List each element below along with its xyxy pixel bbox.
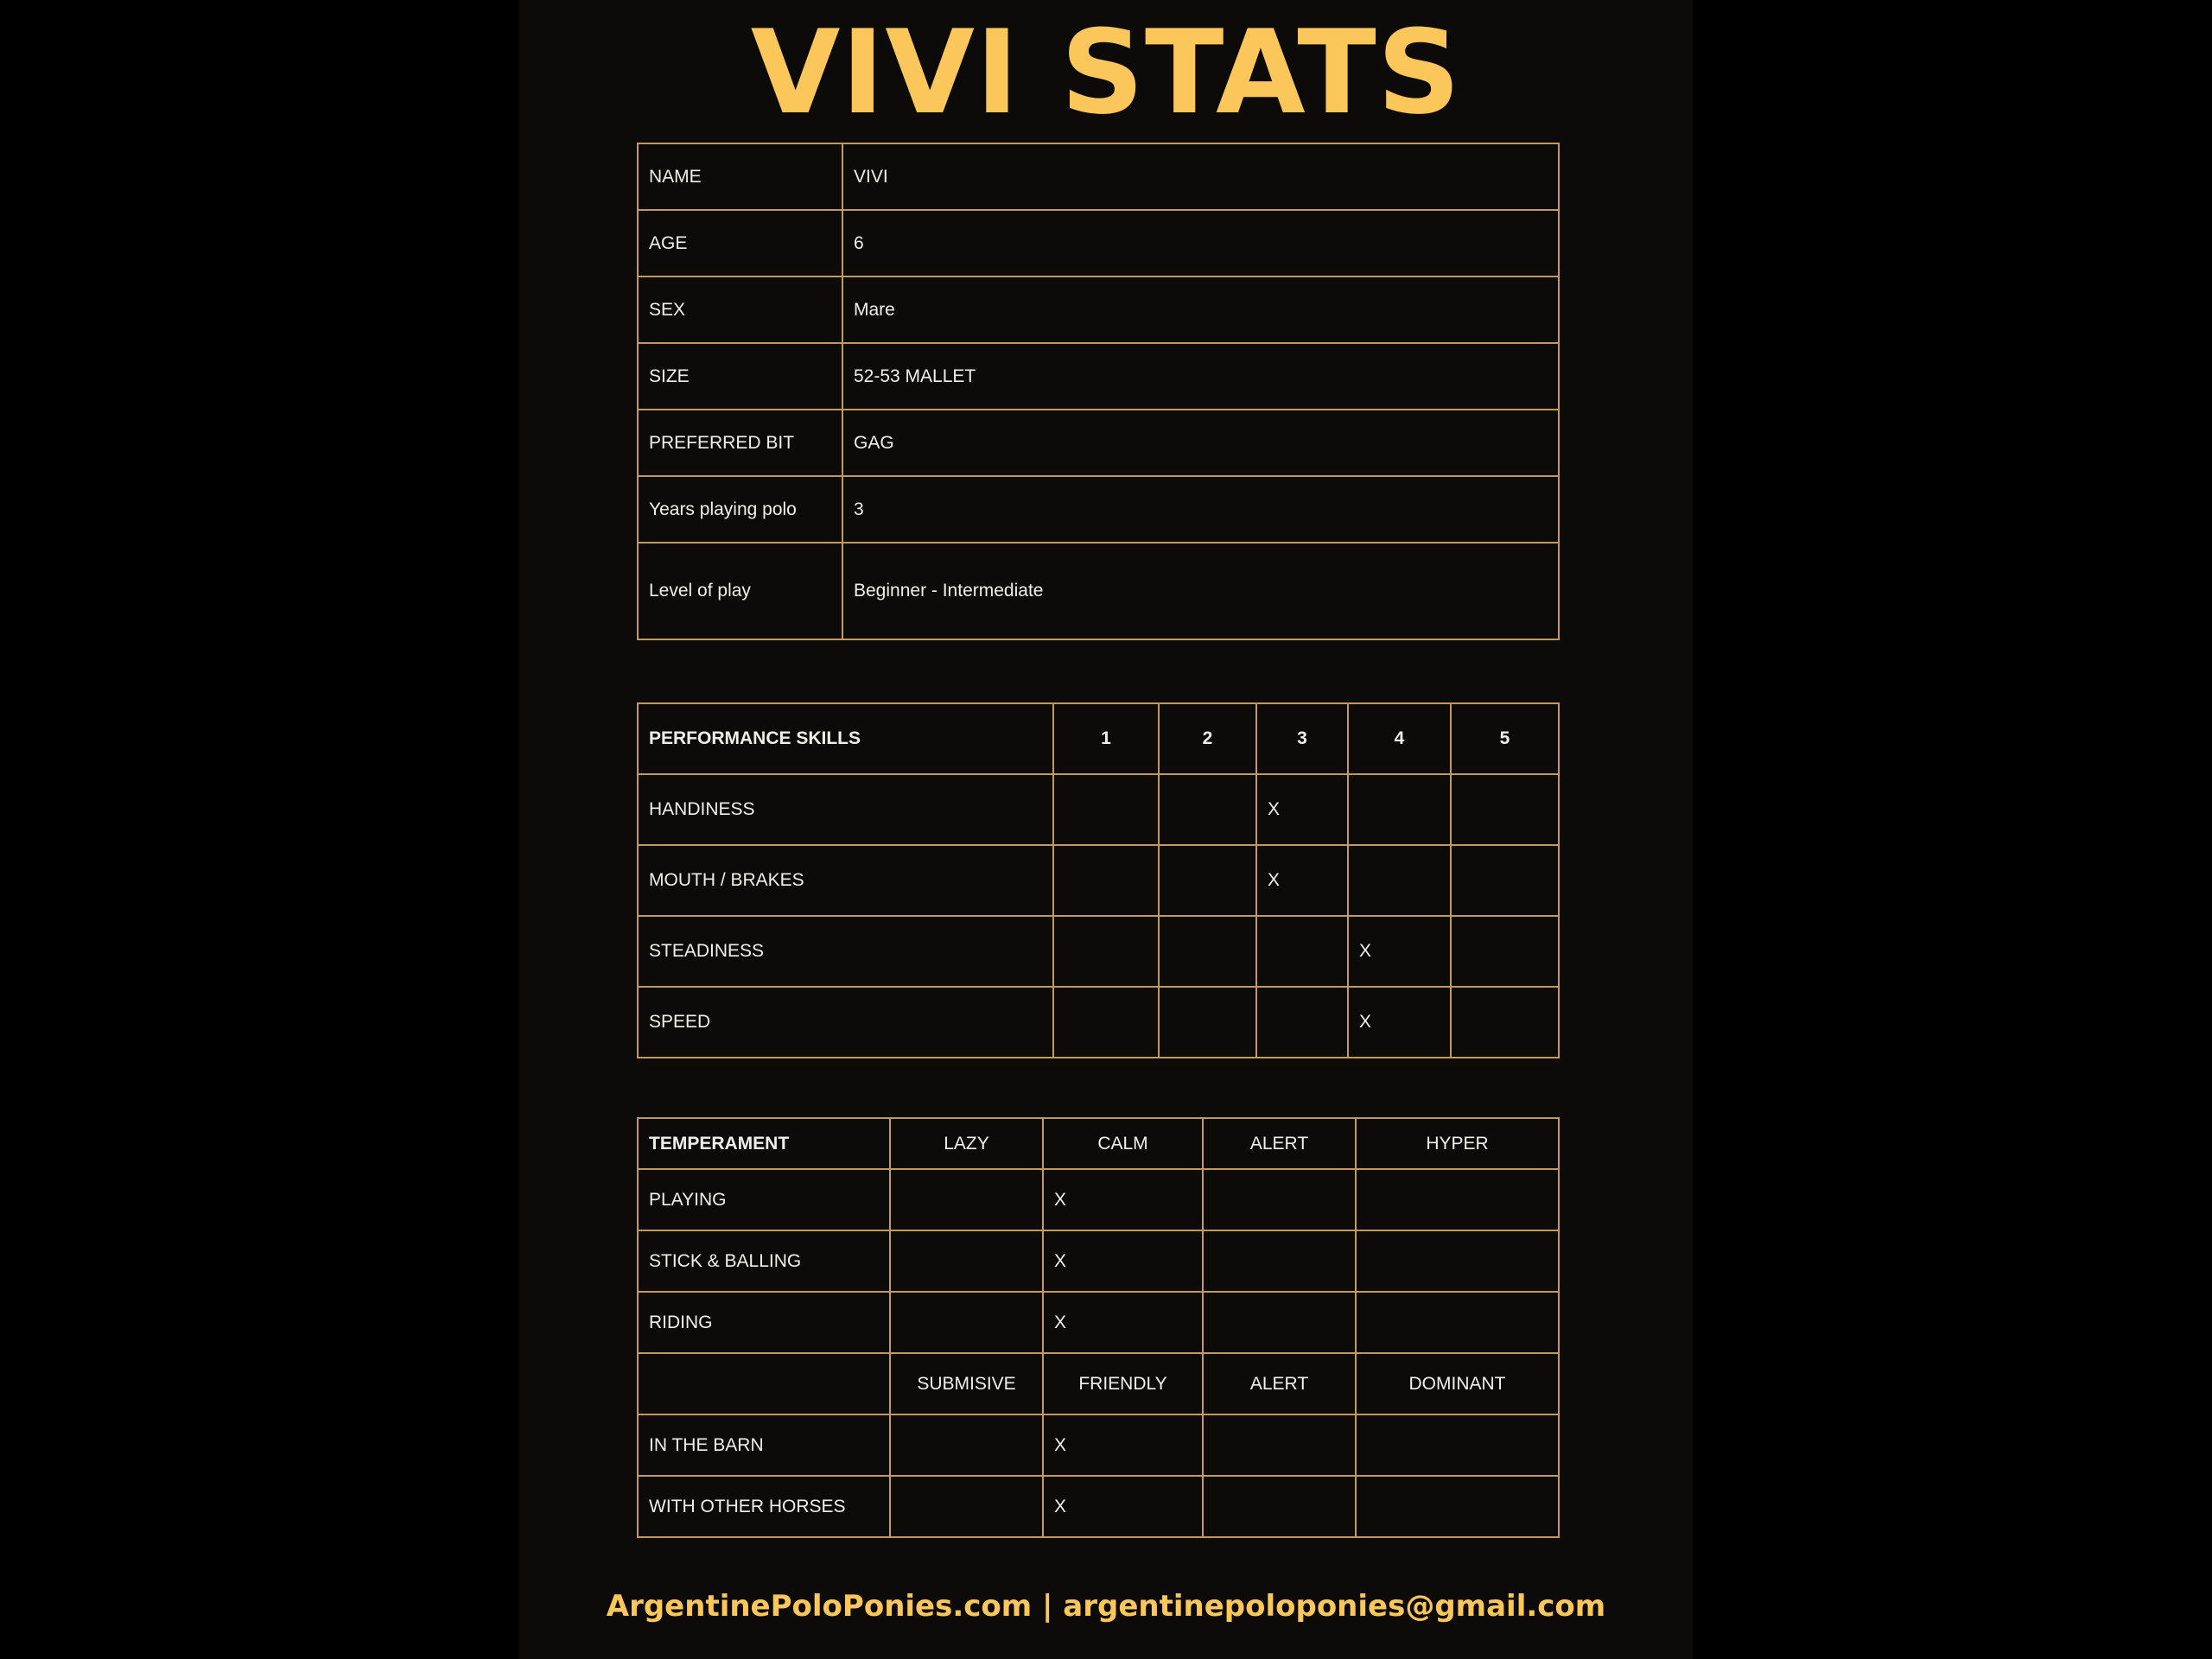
table-row [638, 210, 1559, 276]
table-row [638, 543, 1559, 639]
table-row [638, 143, 1559, 210]
temperament-column-header: CALM [1043, 1118, 1203, 1169]
table-subheader-row [638, 1353, 1559, 1414]
rating-cell: X [1256, 845, 1348, 916]
temperament-column-header: SUBMISIVE [890, 1353, 1043, 1414]
temperament-cell: X [1043, 1292, 1203, 1353]
rating-cell: X [1256, 774, 1348, 845]
table-row [638, 276, 1559, 343]
rating-cell [1159, 987, 1256, 1058]
temperament-cell [1203, 1476, 1356, 1537]
temperament-header: TEMPERAMENT [638, 1118, 890, 1169]
skill-label: HANDINESS [638, 774, 1053, 845]
temperament-label: IN THE BARN [638, 1414, 890, 1476]
temperament-column-header: ALERT [1203, 1353, 1356, 1414]
temperament-column-header: LAZY [890, 1118, 1043, 1169]
rating-cell [1451, 774, 1559, 845]
table-row [638, 1414, 1559, 1476]
info-value: 52-53 MALLET [842, 343, 1559, 410]
table-row [638, 845, 1559, 916]
info-label: NAME [638, 143, 842, 210]
temperament-column-header: ALERT [1203, 1118, 1356, 1169]
table-row [638, 1230, 1559, 1292]
scale-header: 1 [1053, 703, 1159, 774]
table-row [638, 916, 1559, 987]
info-label: Years playing polo [638, 476, 842, 543]
table-header-row [638, 1118, 1559, 1169]
skill-label: SPEED [638, 987, 1053, 1058]
empty-cell [638, 1353, 890, 1414]
info-value: Beginner - Intermediate [842, 543, 1559, 639]
rating-cell [1053, 916, 1159, 987]
horse-info-table [637, 143, 1560, 640]
table-row [638, 476, 1559, 543]
rating-cell [1451, 845, 1559, 916]
rating-cell [1451, 916, 1559, 987]
rating-cell: X [1348, 987, 1451, 1058]
skill-label: STEADINESS [638, 916, 1053, 987]
temperament-cell [1356, 1169, 1559, 1230]
table-header-row [638, 703, 1559, 774]
temperament-label: STICK & BALLING [638, 1230, 890, 1292]
info-label: AGE [638, 210, 842, 276]
rating-cell [1348, 774, 1451, 845]
temperament-label: PLAYING [638, 1169, 890, 1230]
rating-cell [1159, 916, 1256, 987]
temperament-cell [1203, 1169, 1356, 1230]
temperament-column-header: FRIENDLY [1043, 1353, 1203, 1414]
info-value: VIVI [842, 143, 1559, 210]
temperament-column-header: DOMINANT [1356, 1353, 1559, 1414]
scale-header: 2 [1159, 703, 1256, 774]
table-row [638, 774, 1559, 845]
page-title: VIVI STATS [750, 5, 1462, 140]
table-row [638, 1169, 1559, 1230]
temperament-cell [890, 1292, 1043, 1353]
temperament-column-header: HYPER [1356, 1118, 1559, 1169]
rating-cell [1053, 987, 1159, 1058]
temperament-cell [1356, 1292, 1559, 1353]
rating-cell [1348, 845, 1451, 916]
rating-cell [1256, 987, 1348, 1058]
rating-cell [1159, 774, 1256, 845]
temperament-cell [1356, 1476, 1559, 1537]
table-row [638, 987, 1559, 1058]
rating-cell [1159, 845, 1256, 916]
scale-header: 3 [1256, 703, 1348, 774]
performance-skills-table [637, 702, 1560, 1058]
info-value: 3 [842, 476, 1559, 543]
scale-header: 4 [1348, 703, 1451, 774]
info-label: PREFERRED BIT [638, 410, 842, 476]
info-value: GAG [842, 410, 1559, 476]
rating-cell [1451, 987, 1559, 1058]
table-row [638, 1292, 1559, 1353]
info-value: 6 [842, 210, 1559, 276]
performance-header: PERFORMANCE SKILLS [638, 703, 1053, 774]
temperament-cell [1203, 1292, 1356, 1353]
temperament-label: WITH OTHER HORSES [638, 1476, 890, 1537]
rating-cell [1053, 774, 1159, 845]
temperament-cell [890, 1230, 1043, 1292]
info-label: SIZE [638, 343, 842, 410]
temperament-cell: X [1043, 1414, 1203, 1476]
rating-cell: X [1348, 916, 1451, 987]
contact-footer: ArgentinePoloPonies.com | argentinepoloponies@gmail.com [606, 1589, 1606, 1624]
info-label: SEX [638, 276, 842, 343]
info-label: Level of play [638, 543, 842, 639]
temperament-cell [1356, 1414, 1559, 1476]
temperament-cell [1203, 1230, 1356, 1292]
rating-cell [1256, 916, 1348, 987]
temperament-cell [890, 1414, 1043, 1476]
temperament-label: RIDING [638, 1292, 890, 1353]
temperament-cell: X [1043, 1169, 1203, 1230]
rating-cell [1053, 845, 1159, 916]
temperament-cell [1356, 1230, 1559, 1292]
table-row [638, 1476, 1559, 1537]
temperament-cell [890, 1476, 1043, 1537]
table-row [638, 410, 1559, 476]
skill-label: MOUTH / BRAKES [638, 845, 1053, 916]
scale-header: 5 [1451, 703, 1559, 774]
temperament-cell: X [1043, 1476, 1203, 1537]
temperament-cell [1203, 1414, 1356, 1476]
info-value: Mare [842, 276, 1559, 343]
temperament-table [637, 1117, 1560, 1538]
table-row [638, 343, 1559, 410]
temperament-cell: X [1043, 1230, 1203, 1292]
temperament-cell [890, 1169, 1043, 1230]
stats-sheet [519, 0, 1693, 1659]
